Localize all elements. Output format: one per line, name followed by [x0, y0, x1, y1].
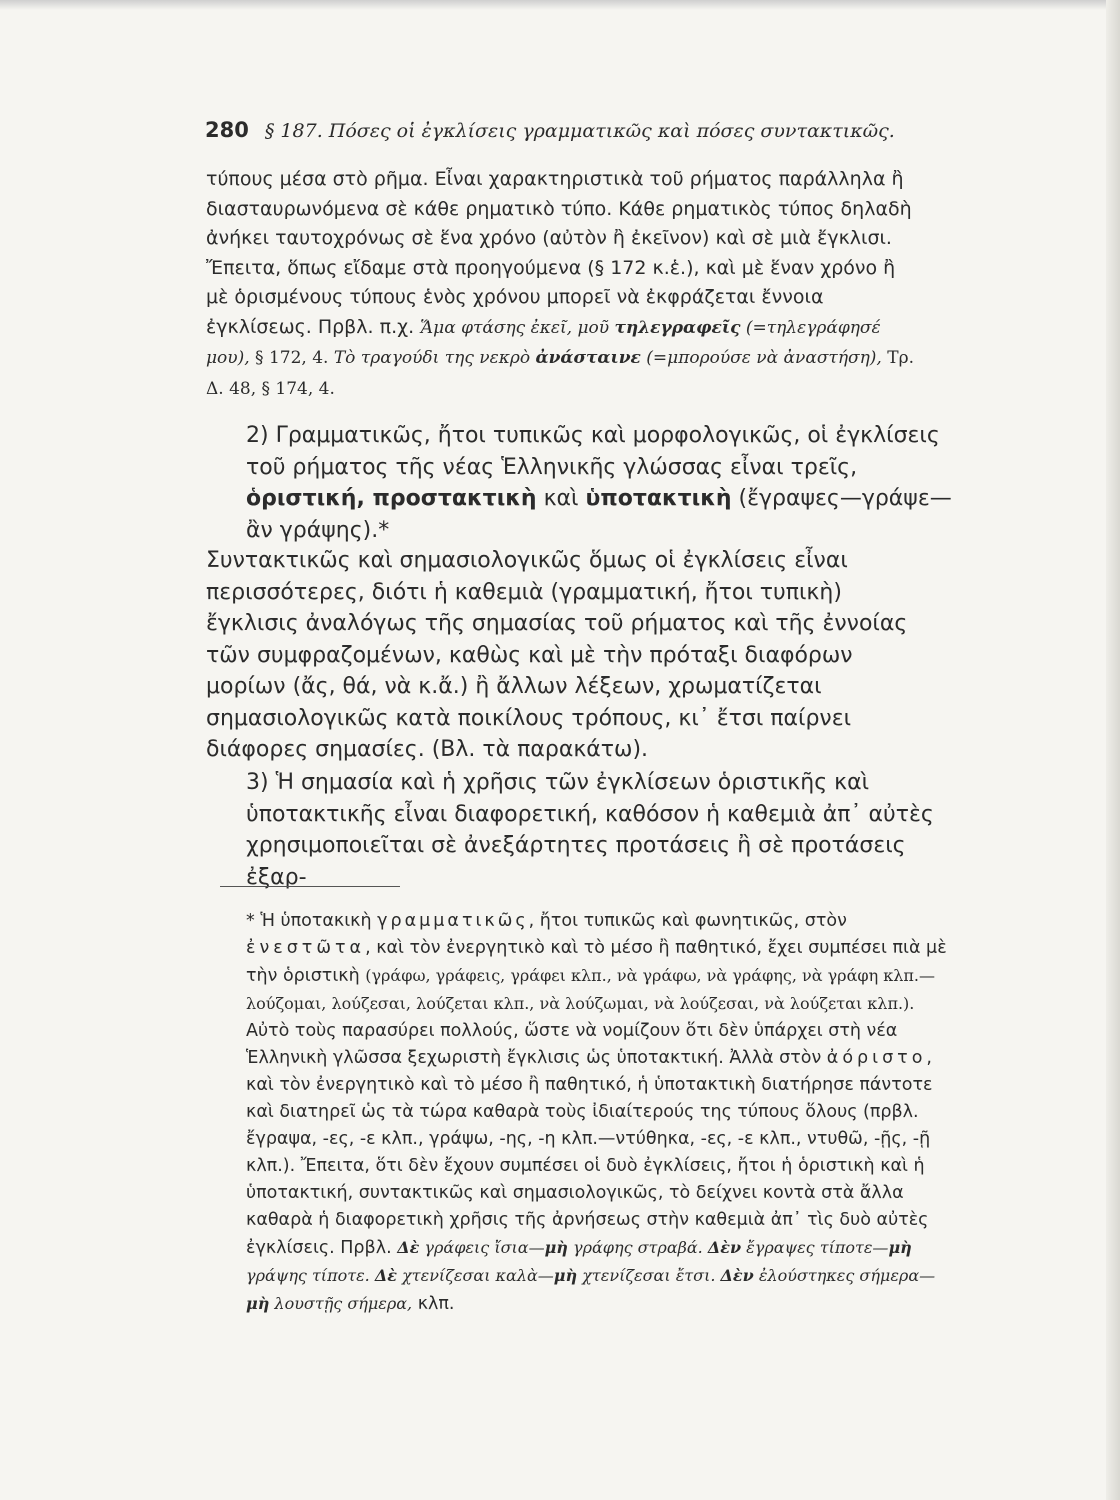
p1-reference-2: Τρ. Δ. 48, § 174, 4. — [206, 348, 914, 399]
scan-edge-right — [1106, 0, 1120, 1500]
paragraph-3 — [206, 545, 918, 766]
fn-ex-6: χτενίζεσαι ἔτσι. — [577, 1266, 721, 1285]
footnote — [206, 908, 958, 1318]
fn-ex-bold-3: Δὲν — [707, 1238, 742, 1257]
fn-spaced-3: ἀόριστο — [826, 1048, 927, 1068]
fn-ex-5: χτενίζεσαι καλὰ— — [396, 1266, 554, 1285]
fn-ex-bold-4: μὴ — [888, 1238, 912, 1257]
fn-spaced-2: ἐνεστῶτα — [246, 938, 366, 958]
p4-text: 3) Ἡ σημασία καὶ ἡ χρῆσις τῶν ἐγκλίσεων ὁριστικῆς καὶ ὑποτακτικῆς εἶναι διαφορετική, καθόσον ἡ καθεμιὰ ἀπ᾽ αὐτὲς χρησιμοποιεῖται σὲ ἀνεξάρτητες προτάσεις ἢ σὲ προτάσεις ἐξαρ- — [246, 770, 934, 890]
paragraph-2 — [206, 420, 958, 546]
fn-ex-2: γράφης στραβά. — [567, 1238, 708, 1257]
fn-spaced-1: γραμματικῶς — [377, 911, 529, 931]
fn-e: , καὶ τὸν ἐνεργητικὸ καὶ τὸ μέσο ἢ παθητικό, ἡ ὑποτακτικὴ διατήρησε πάντοτε καὶ διατηρεῖ ὡς τὰ τώρα καθαρὰ τοὺς ἰδιαίτερούς της τύπους ὅλους (πρβλ. ἔγραψα, -ες, -ε κλπ., γράψω, -ης, -η κλπ.—ντύθηκα, -ες, -ε κλπ., ντυθῶ, -ῇς, -ῇ κλπ.). Ἔπειτα, ὅτι δὲν ἔχουν συμπέσει οἱ δυὸ ἐγκλίσεις, ἤτοι ἡ ὁριστικὴ καὶ ἡ ὑποτακτική, συντακτικῶς καὶ σημασιολογικῶς, τὸ δείχνει κοντὰ στὰ ἄλλα καθαρὰ ἡ διαφορετικὴ χρῆσις τῆς ἀρνήσεως στὴν καθεμιὰ ἀπ᾽ τὶς δυὸ αὐτὲς ἐγκλίσεις. Πρβλ. — [246, 1048, 933, 1258]
p1-example-4: (=μπορούσε νὰ ἀναστήση), — [640, 348, 882, 368]
fn-a: * Ἡ ὑποτακικὴ — [246, 911, 378, 931]
fn-ex-bold-1: Δὲ — [397, 1238, 420, 1257]
fn-ex-bold-7: Δὲν — [720, 1266, 754, 1285]
paragraph-1 — [206, 165, 918, 404]
p1-reference-1: § 172, 4. — [249, 348, 334, 368]
fn-c: , καὶ τὸν ἐνεργητικὸ καὶ τὸ μέσο ἢ παθητικό, ἔχει συμπέσει πιὰ μὲ τὴν ὁριστικὴ — [246, 938, 947, 986]
p2-bold-2: ὑποτακτικὴ — [585, 486, 732, 511]
fn-ex-bold-5: Δὲ — [374, 1266, 397, 1285]
running-title: § 187. Πόσες οἱ ἐγκλίσεις γραμματικῶς καὶ πόσες συντακτικῶς. — [264, 120, 895, 142]
running-header — [205, 118, 905, 148]
fn-ex-bold-8: μὴ — [246, 1294, 270, 1313]
fn-ex-1: γράφεις ἴσια— — [419, 1238, 545, 1257]
p1-example-3-bold: ἀνάσταινε — [535, 348, 641, 368]
fn-c-examples: (γράφω, γράφεις, γράφει κλπ., νὰ γράφω, νὰ γράφης, νὰ γράφη κλπ.—λούζομαι, λούζεσαι, λούζεται κλπ., νὰ λούζωμαι, νὰ λούζεσαι, νὰ λούζεται κλπ.). — [246, 966, 935, 1013]
page-number: 280 — [205, 118, 249, 142]
paragraph-4 — [206, 767, 958, 893]
p1-lead: τύπους μέσα στὸ ρῆμα. Εἶναι χαρακτηριστικὰ τοῦ ρήματος παράλληλα ἢ διασταυρωνόμενα σὲ κάθε ρηματικὸ τύπο. Κάθε ρηματικὸς τύπος δηλαδὴ ἀνήκει ταυτοχρόνως σὲ ἕνα χρόνο (αὐτὸν ἢ ἐκεῖνον) καὶ σὲ μιὰ ἔγκλισι. Ἔπειτα, ὅπως εἴδαμε στὰ προηγούμενα (§ 172 κ.ἑ.), καὶ μὲ ἕναν χρόνο ἢ μὲ ὁρισμένους τύπους ἑνὸς χρόνου μπορεῖ νὰ ἐκφράζεται ἔννοια ἐγκλίσεως. Πρβλ. π.χ. — [206, 168, 912, 338]
fn-ex-bold-6: μὴ — [553, 1266, 578, 1285]
p2-bold-1: ὁριστική, προστακτικὴ — [246, 486, 537, 511]
scan-edge-top — [0, 0, 1120, 10]
fn-ex-bold-2: μὴ — [544, 1238, 568, 1257]
p1-example-1-bold: τηλεγραφεῖς — [614, 317, 741, 338]
p1-example-1: Ἅμα φτάσης ἐκεῖ, μοῦ — [420, 317, 615, 338]
p2-part-2: καὶ — [536, 486, 586, 511]
fn-b: , ἤτοι τυπικῶς καὶ φωνητικῶς, στὸν — [528, 911, 847, 931]
fn-ex-3: ἔγραψες τίποτε— — [741, 1238, 889, 1257]
fn-g: κλπ. — [412, 1294, 455, 1314]
fn-ex-8: λουστῇς σήμερα, — [269, 1294, 413, 1313]
fn-ex-4: γράψης τίποτε. — [246, 1266, 375, 1285]
p1-example-2: (=τηλεγράφησέ μου), — [206, 317, 881, 368]
p3-text: Συντακτικῶς καὶ σημασιολογικῶς ὅμως οἱ ἐγκλίσεις εἶναι περισσότερες, διότι ἡ καθεμιὰ (γραμματική, ἤτοι τυπικὴ) ἔγκλισις ἀναλόγως τῆς σημασίας τοῦ ρήματος καὶ τῆς ἐννοίας τῶν συμφραζομένων, καθὼς καὶ μὲ τὴν πρόταξι διαφόρων μορίων (ἄς, θά, νὰ κ.ἄ.) ἢ ἄλλων λέξεων, χρωματίζεται σημασιολογικῶς κατὰ ποικίλους τρόπους, κι᾽ ἔτσι παίρνει διάφορες σημασίες. (Βλ. τὰ παρακάτω). — [206, 548, 908, 762]
footnote-rule — [220, 886, 400, 887]
fn-d: Αὐτὸ τοὺς παρασύρει πολλούς, ὥστε νὰ νομίζουν ὅτι δὲν ὑπάρχει στὴ νέα Ἑλληνικὴ γλῶσσα ξεχωριστὴ ἔγκλισις ὡς ὑποτακτική. Ἀλλὰ στὸν — [246, 1021, 898, 1068]
p1-example-3: Τὸ τραγούδι της νεκρὸ — [333, 348, 536, 368]
p2-part-3: (ἔγραψες—γράψε—ἂν γράψης).* — [246, 486, 952, 543]
fn-ex-7: ἐλούστηκες σήμερα— — [753, 1266, 936, 1285]
p2-part-1: 2) Γραμματικῶς, ἤτοι τυπικῶς καὶ μορφολογικῶς, οἱ ἐγκλίσεις τοῦ ρήματος τῆς νέας Ἑλληνικῆς γλώσσας εἶναι τρεῖς, — [246, 423, 940, 480]
